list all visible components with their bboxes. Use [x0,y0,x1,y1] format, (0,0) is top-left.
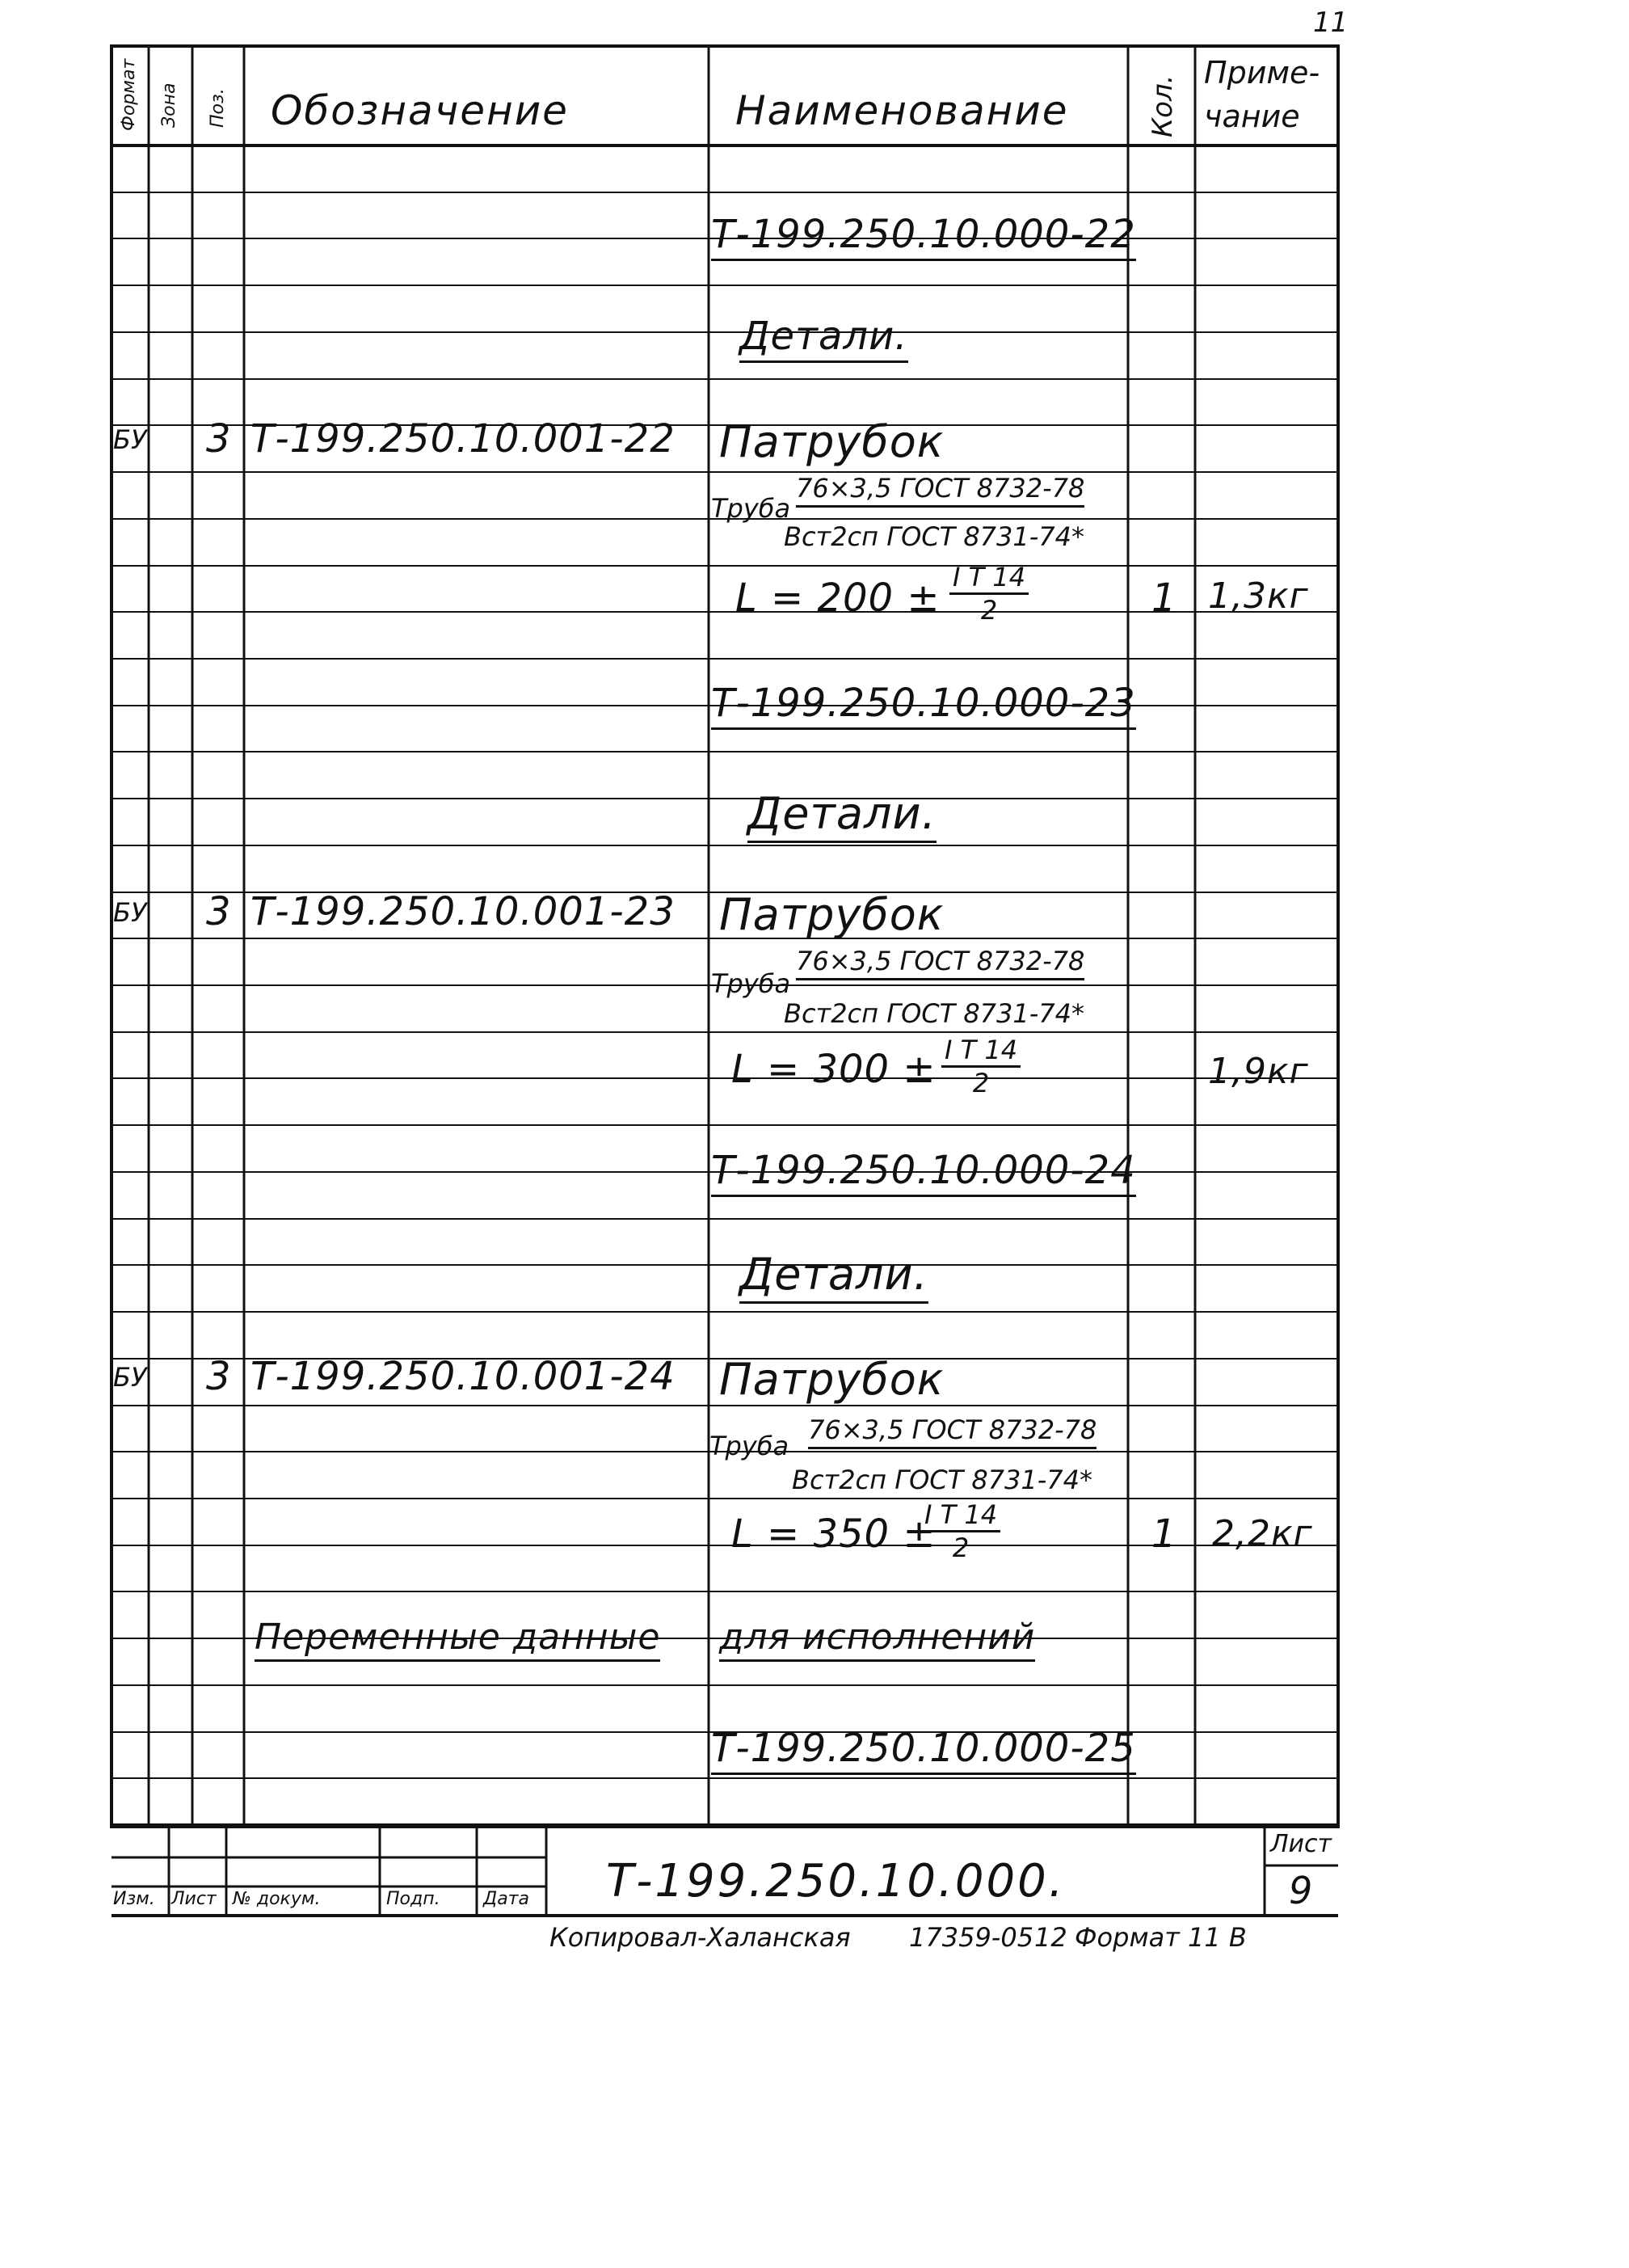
header-note-line2: чание [1204,99,1300,134]
order-sheet: 12 [1034,1922,1067,1953]
format-cell: БУ [113,897,147,928]
position-cell: 3 [206,1354,232,1399]
note-mass: 2,2кг [1212,1513,1313,1554]
format-label: Формат 11 В [1075,1922,1247,1953]
assembly-designation: Т-199.250.10.000-25 [711,1726,1136,1771]
length-value: L = 300 ± [731,1047,937,1092]
sheet-number: 9 [1289,1869,1314,1912]
part-name: Патрубок [719,889,945,940]
pipe-size-standard: 76×3,5 ГОСТ 8732-78 [808,1414,1097,1445]
page-number: 11 [1313,6,1349,39]
header-pos: Поз. [208,88,228,128]
note-mass: 1,9кг [1208,1051,1309,1092]
sheet-label: Лист [1270,1830,1332,1858]
assembly-designation: Т-199.250.10.000-22 [711,212,1136,257]
header-format: Формат [119,58,139,131]
part-name: Патрубок [719,1354,945,1405]
pipe-label: Труба [711,968,791,999]
position-cell: 3 [206,416,232,462]
tolerance-fraction: $\frac{\text{I T 14}}{2}$ [941,1035,1021,1098]
variable-data-label-cont: для исполнений [719,1617,1035,1658]
qty-cell: 1 [1151,575,1177,621]
format-cell: БУ [113,424,147,455]
pipe-material-standard: Вст2сп ГОСТ 8731-74* [784,998,1085,1029]
col-sign: Подп. [386,1889,440,1909]
qty-cell: 1 [1151,1511,1177,1557]
pipe-size-standard: 76×3,5 ГОСТ 8732-78 [796,946,1084,976]
header-zone: Зона [159,82,179,128]
document-number: Т-199.250.10.000. [606,1855,1066,1908]
col-date: Дата [483,1889,529,1909]
order-number: 17359-05 [909,1922,1034,1953]
length-value: L = 200 ± [735,575,941,621]
pipe-label: Труба [709,1431,789,1461]
section-heading-details: Детали. [747,788,937,839]
header-note-line1: Приме- [1204,55,1320,91]
position-cell: 3 [206,889,232,934]
col-izm: Изм. [113,1889,155,1909]
copied-by: Копировал-Халанская [549,1922,851,1953]
variable-data-label: Переменные данные [255,1617,660,1658]
part-designation: Т-199.250.10.001-24 [250,1354,676,1399]
pipe-material-standard: Вст2сп ГОСТ 8731-74* [784,521,1085,552]
section-heading-details: Детали. [739,1249,928,1300]
assembly-designation: Т-199.250.10.000-24 [711,1148,1136,1193]
note-mass: 1,3кг [1208,575,1309,617]
header-name: Наименование [735,87,1069,134]
part-designation: Т-199.250.10.001-23 [250,889,676,934]
pipe-material-standard: Вст2сп ГОСТ 8731-74* [792,1465,1093,1495]
length-value: L = 350 ± [731,1511,937,1557]
col-list: Лист [171,1889,217,1909]
pipe-label: Труба [711,493,791,524]
section-heading-details: Детали. [739,314,908,359]
pipe-size-standard: 76×3,5 ГОСТ 8732-78 [796,473,1084,504]
tolerance-fraction: $\frac{\text{I T 14}}{2}$ [949,562,1029,626]
format-cell: БУ [113,1362,147,1393]
header-qty: Кол. [1147,74,1179,137]
tolerance-fraction: $\frac{\text{I T 14}}{2}$ [921,1499,1000,1563]
col-doc: № докум. [233,1889,321,1909]
assembly-designation: Т-199.250.10.000-23 [711,681,1136,726]
part-designation: Т-199.250.10.001-22 [250,416,676,462]
part-name: Патрубок [719,416,945,467]
header-designation: Обозначение [271,87,569,134]
